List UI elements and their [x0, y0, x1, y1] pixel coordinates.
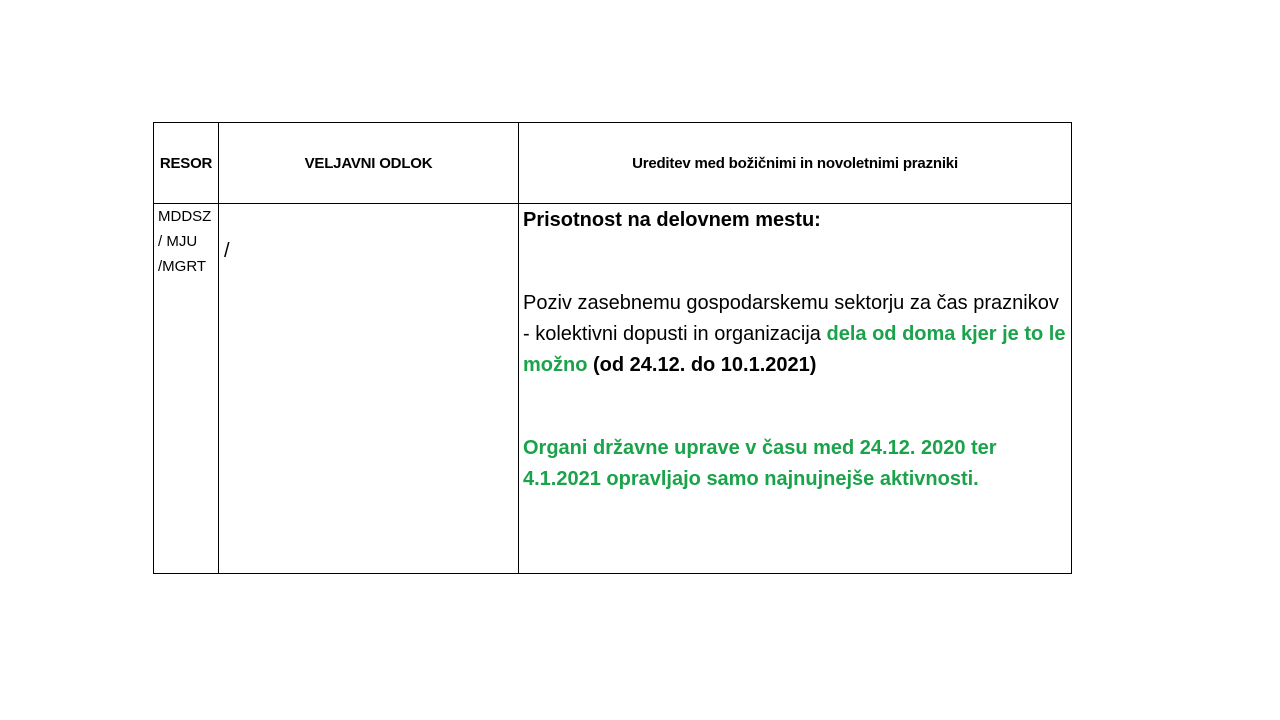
cell-resor — [154, 204, 219, 574]
appeal-work-from-home: dela od doma kjer je to le možno — [523, 323, 1066, 376]
table-row — [154, 204, 1072, 574]
regulation-table — [153, 122, 1072, 574]
header-veljavni-odlok: VELJAVNI ODLOK — [219, 123, 519, 204]
header-ureditev: Ureditev med božičnimi in novoletnimi prazniki — [519, 123, 1072, 204]
table-header-row — [154, 123, 1072, 204]
presence-heading: Prisotnost na delovnem mestu: — [523, 209, 821, 231]
appeal-dates: (od 24.12. do 10.1.2021) — [593, 354, 817, 376]
private-sector-appeal — [523, 288, 1067, 381]
odlok-value: / — [224, 240, 230, 262]
resor-line-1: MDDSZ — [158, 208, 212, 225]
header-resor: RESOR — [154, 123, 219, 204]
cell-odlok — [219, 204, 519, 574]
cell-ureditev — [519, 204, 1072, 574]
appeal-text: Poziv zasebnemu gospodarskemu sektorju za čas praznikov - kolektivni dopusti in organizacija — [523, 292, 1059, 345]
state-bodies-notice: Organi državne uprave v času med 24.12. 2020 ter 4.1.2021 opravljajo samo najnujnejše aktivnosti. — [523, 437, 997, 490]
resor-line-2: / MJU — [158, 233, 198, 250]
resor-line-3: /MGRT — [158, 258, 207, 275]
